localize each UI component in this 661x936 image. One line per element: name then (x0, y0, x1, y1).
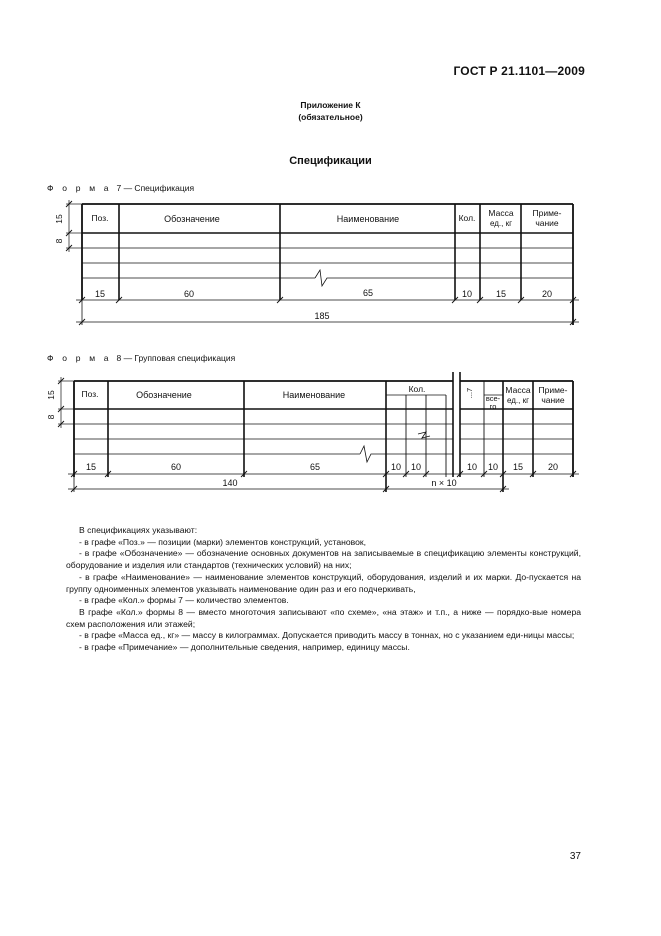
form7-header-mass-1: Масса (488, 208, 514, 218)
section-title: Спецификации (289, 155, 372, 167)
form8-caption-prefix: Ф о р м а (47, 353, 112, 363)
form7-dim-width: 60 (183, 289, 195, 299)
form7-dim-width: 15 (495, 289, 507, 299)
form7-header-name: Наименование (336, 214, 400, 224)
form8-dim-width: 10 (466, 462, 478, 472)
form7-dim-row-height: 8 (54, 238, 64, 244)
form8-header-designation: Обозначение (136, 390, 192, 400)
body-paragraph: В графе «Кол.» формы 8 — вместо многоточия записывают «по схеме», «на этаж» и т.п., а ниже — порядко-вые номера схем расположения или этажей; (66, 606, 581, 629)
form7-header-mass-2: ед., кг (489, 219, 513, 228)
form7-caption-prefix: Ф о р м а (47, 183, 112, 193)
appendix-note: (обязательное) (298, 112, 363, 122)
form7-caption-number: 7 (116, 183, 122, 193)
form8-header-note-2: чание (541, 395, 565, 405)
form7-header-poz: Поз. (91, 213, 109, 223)
form7-dim-header-height: 15 (54, 214, 64, 224)
form8-dim-width: 15 (85, 462, 97, 472)
form7-header-note-1: Приме- (532, 208, 562, 218)
body-paragraph: - в графе «Кол.» формы 7 — количество элементов. (79, 595, 289, 606)
form7-header-qty: Кол. (458, 213, 476, 223)
form8-dim-width: 10 (390, 462, 402, 472)
form8-dim-row-height: 8 (46, 414, 56, 420)
form8-dim-total-right: n × 10 (431, 478, 457, 488)
form7-dim-width: 15 (94, 289, 106, 299)
body-paragraph: В спецификациях указывают: (79, 525, 198, 535)
form8-dim-total-left: 140 (222, 478, 238, 488)
form8-dim-width: 10 (487, 462, 499, 472)
body-paragraph: - в графе «Наименование» — наименование элементов конструкций, оборудования, изделий и их марки. До-пускается на группу одноименных элементов указывать наименование один раз и его подчеркивать, (66, 571, 581, 594)
form8-header-vsego-1: все- (485, 394, 501, 403)
form7-header-note-2: чание (535, 218, 559, 228)
form8-dim-header-height: 15 (46, 390, 56, 400)
form7-caption-rest: — Спецификация (121, 183, 195, 193)
body-paragraph: - в графе «Обозначение» — обозначение основных документов на записываемые в спецификацию элементы конструкций, оборудование и изделия или стандартов (технических условий) на них; (66, 548, 581, 571)
form7-dim-width: 65 (362, 288, 374, 298)
body-paragraph: - в графе «Поз.» — позиции (марки) элементов конструкций, установок, (79, 536, 367, 547)
form7-dim-total: 185 (314, 311, 330, 321)
form8-caption-number: 8 (116, 353, 122, 363)
form8-header-poz: Поз. (81, 389, 99, 399)
form8-header-name: Наименование (282, 390, 346, 400)
form7-dim-width: 10 (461, 289, 473, 299)
form7-header-designation: Обозначение (164, 214, 220, 224)
form8-dim-width: 15 (512, 462, 524, 472)
body-paragraph: - в графе «Масса ед., кг» — массу в килограммах. Допускается приводить массу в тоннах, но с указанием еди-ницы массы; (79, 630, 575, 641)
form8-header-vsego-2: го (489, 402, 497, 411)
appendix-title: Приложение К (300, 100, 361, 110)
body-text (66, 525, 581, 654)
form8-dim-width: 65 (309, 462, 321, 472)
form7-dim-width: 20 (541, 289, 553, 299)
form8-header-mass-1: Масса (505, 385, 531, 395)
form8-header-mass-2: ед., кг (506, 396, 530, 405)
form8-caption-rest: — Групповая спецификация (121, 353, 236, 363)
page-number: 37 (569, 851, 581, 862)
form8-dim-width: 60 (170, 462, 182, 472)
form8-header-qty: Кол. (408, 384, 426, 394)
document-code: ГОСТ Р 21.1101—2009 (453, 64, 585, 78)
form8-dim-width: 10 (410, 462, 422, 472)
form8-header-last-col: ...7 (465, 387, 474, 399)
form8-header-note-1: Приме- (538, 385, 568, 395)
body-paragraph: - в графе «Примечание» — дополнительные сведения, например, единицу массы. (79, 642, 410, 653)
form8-dim-width: 20 (547, 462, 559, 472)
